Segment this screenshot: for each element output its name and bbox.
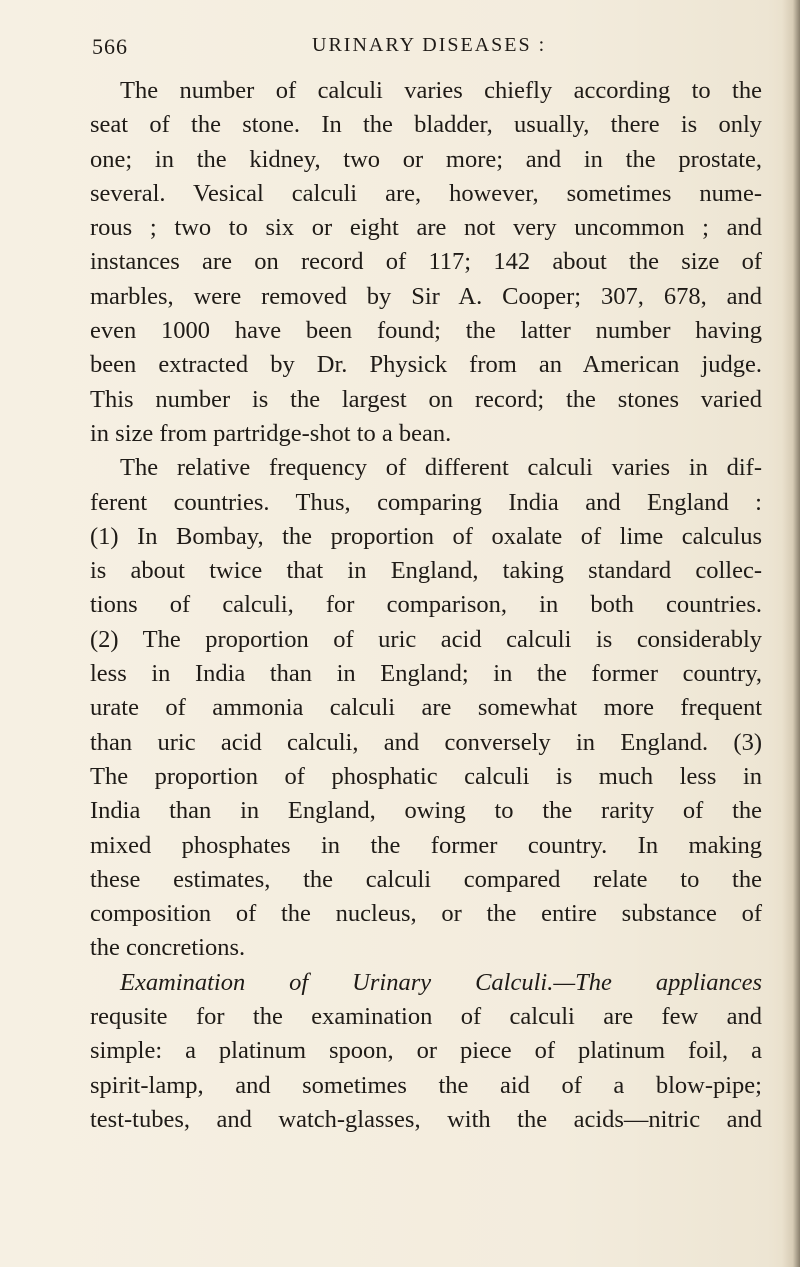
text-line: spirit-lamp, and sometimes the aid of a blow-pipe;: [90, 1071, 762, 1099]
page-number: 566: [92, 34, 128, 59]
text-line: The number of calculi varies chiefly according to the: [120, 77, 762, 104]
text-line: The relative frequency of different calculi varies in dif-: [120, 454, 762, 482]
text-line: less in India than in England; in the former country,: [90, 660, 762, 688]
running-title: URINARY DISEASES :: [312, 34, 547, 56]
text-line: marbles, were removed by Sir A. Cooper; 307, 678, and: [90, 282, 762, 310]
text-line: simple: a platinum spoon, or piece of platinum foil, a: [90, 1037, 762, 1065]
text-line: the concretions.: [90, 934, 246, 962]
text-line: requsite for the examination of calculi are few and: [90, 1003, 762, 1031]
text-line: instances are on record of 117; 142 about the size of: [90, 248, 762, 276]
text-line: than uric acid calculi, and conversely in England. (3): [90, 728, 762, 756]
text-line: mixed phosphates in the former country. In making: [90, 831, 762, 859]
text-line: This number is the largest on record; the stones varied: [90, 385, 762, 413]
text-line: several. Vesical calculi are, however, sometimes nume-: [90, 179, 762, 207]
running-head: [92, 34, 772, 64]
text-line: test-tubes, and watch-glasses, with the acids—nitric and: [90, 1105, 762, 1133]
text-line: in size from partridge-shot to a bean.: [90, 419, 452, 447]
text-line: India than in England, owing to the rarity of the: [90, 797, 762, 825]
text-line: composition of the nucleus, or the entire substance of: [90, 900, 762, 928]
text-line: been extracted by Dr. Physick from an American judge.: [90, 351, 762, 379]
text-line: (2) The proportion of uric acid calculi is considerably: [90, 625, 762, 653]
text-line: even 1000 have been found; the latter number having: [90, 317, 762, 345]
page-edge-shadow: [782, 0, 800, 1267]
text-line: is about twice that in England, taking standard collec-: [90, 557, 762, 585]
section-heading-line: Examination of Urinary Calculi.—The appliances: [120, 968, 762, 996]
text-line: seat of the stone. In the bladder, usually, there is only: [90, 111, 762, 139]
text-line: one; in the kidney, two or more; and in the prostate,: [90, 145, 762, 173]
text-line: The proportion of phosphatic calculi is much less in: [90, 762, 762, 790]
text-line: urate of ammonia calculi are somewhat more frequent: [90, 694, 762, 722]
text-line: rous ; two to six or eight are not very uncommon ; and: [90, 214, 762, 242]
text-line: these estimates, the calculi compared relate to the: [90, 865, 762, 893]
text-line: tions of calculi, for comparison, in both countries.: [90, 591, 762, 619]
body-text: [90, 74, 762, 1137]
text-line: ferent countries. Thus, comparing India and England :: [90, 488, 762, 516]
text-line: (1) In Bombay, the proportion of oxalate of lime calculus: [90, 522, 762, 550]
